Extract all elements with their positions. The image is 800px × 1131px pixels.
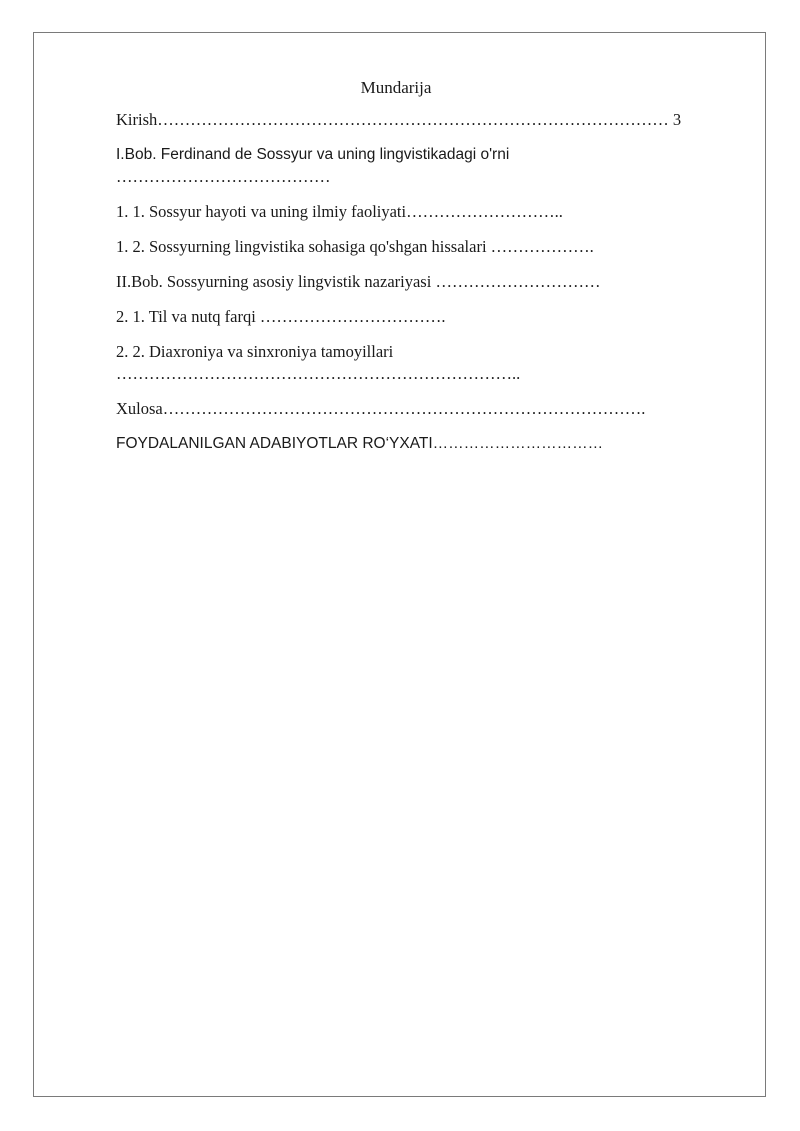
toc-entry-2-2	[116, 341, 756, 385]
toc-entry-kirish: Kirish………………………………………………………………………………… 3	[116, 110, 682, 129]
toc-entry-chapter-2: II.Bob. Sossyurning asosiy lingvistik nazariyasi …………………………	[116, 272, 601, 291]
toc-entry-chapter-1	[116, 144, 756, 188]
toc-title: Mundarija	[360, 78, 432, 97]
toc-entry-2-2-title: 2. 2. Diaxroniya va sinxroniya tamoyillari	[116, 342, 394, 361]
toc-entry-1-2: 1. 2. Sossyurning lingvistika sohasiga qo'shgan hissalari ……………….	[116, 237, 594, 256]
toc-entry-1-1: 1. 1. Sossyur hayoti va uning ilmiy faoliyati………………………..	[116, 202, 563, 221]
toc-entry-chapter-1-leader: …………………………………	[116, 167, 331, 186]
document-page	[33, 32, 766, 1097]
toc-entry-2-2-leader: ………………………………………………………………..	[116, 364, 521, 383]
toc-entry-chapter-1-title: I.Bob. Ferdinand de Sossyur va uning lingvistikadagi o'rni	[116, 146, 510, 163]
table-of-contents	[116, 109, 756, 468]
toc-entry-references: FOYDALANILGAN ADABIYOTLAR RO‘YXATI……………………………	[116, 435, 604, 452]
toc-entry-2-1: 2. 1. Til va nutq farqi …………………………….	[116, 307, 446, 326]
toc-entry-xulosa: Xulosa…………………………………………………………………………….	[116, 399, 646, 418]
